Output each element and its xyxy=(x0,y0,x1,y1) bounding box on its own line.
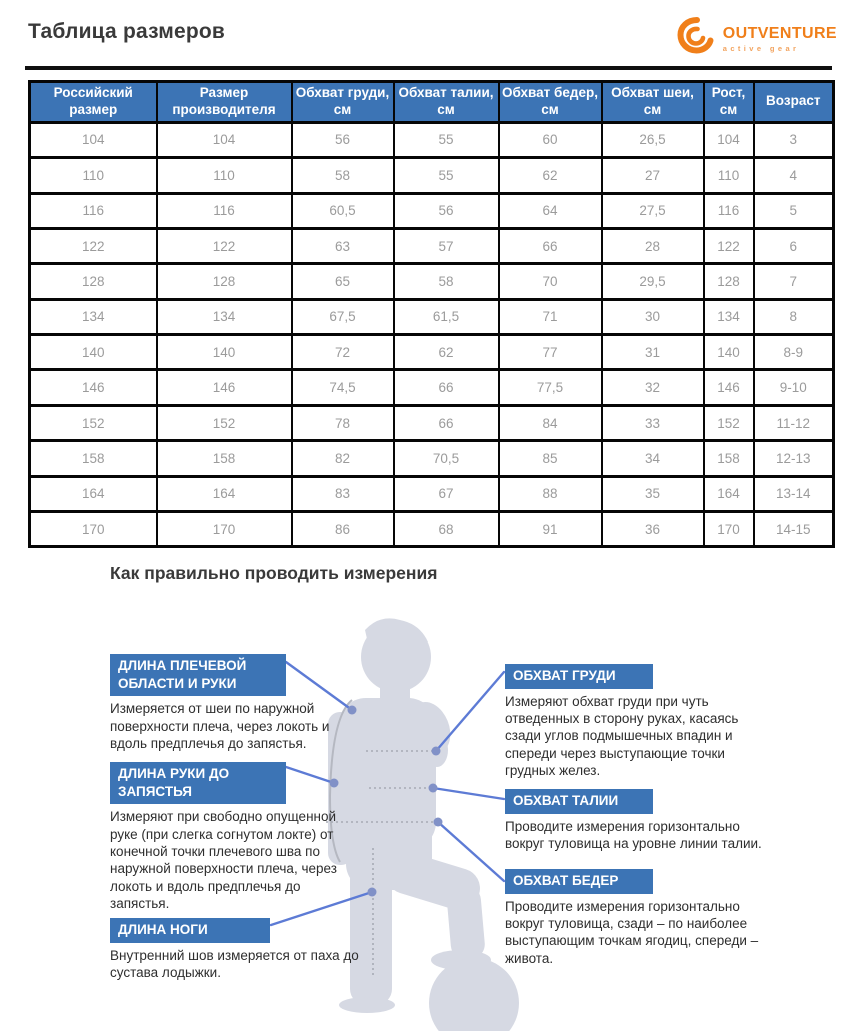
table-cell: 67,5 xyxy=(292,299,394,334)
table-row xyxy=(30,193,834,228)
table-cell: 152 xyxy=(157,405,292,440)
table-cell: 66 xyxy=(499,228,602,263)
table-cell: 35 xyxy=(602,476,704,511)
table-cell: 70,5 xyxy=(394,441,499,476)
table-cell: 84 xyxy=(499,405,602,440)
table-cell: 58 xyxy=(292,158,394,193)
table-cell: 26,5 xyxy=(602,122,704,157)
table-cell: 158 xyxy=(704,441,754,476)
table-cell: 122 xyxy=(157,228,292,263)
table-cell: 134 xyxy=(704,299,754,334)
measure-label: ОБХВАТ ТАЛИИ xyxy=(505,789,653,814)
table-row xyxy=(30,228,834,263)
table-cell: 27,5 xyxy=(602,193,704,228)
measure-description: Проводите измерения горизонтально вокруг туловища, сзади – по наиболее выступающим точкам ягодиц, спереди – живота. xyxy=(505,898,759,966)
table-cell: 27 xyxy=(602,158,704,193)
measure-block-shoulder-arm-length xyxy=(110,654,360,752)
header-divider xyxy=(25,66,832,70)
table-cell: 28 xyxy=(602,228,704,263)
table-cell: 66 xyxy=(394,370,499,405)
table-cell: 66 xyxy=(394,405,499,440)
table-cell: 104 xyxy=(30,122,157,157)
table-cell: 146 xyxy=(704,370,754,405)
table-cell: 6 xyxy=(754,228,834,263)
table-cell: 158 xyxy=(157,441,292,476)
measure-label: ДЛИНА ПЛЕЧЕВОЙ ОБЛАСТИ И РУКИ xyxy=(110,654,286,696)
table-cell: 36 xyxy=(602,512,704,547)
table-cell: 91 xyxy=(499,512,602,547)
table-cell: 9-10 xyxy=(754,370,834,405)
measure-description: Проводите измерения горизонтально вокруг туловища на уровне линии талии. xyxy=(505,818,762,851)
col-header-waist: Обхват талии, см xyxy=(394,82,499,123)
measure-block-leg-length xyxy=(110,918,360,981)
table-cell: 170 xyxy=(30,512,157,547)
table-cell: 164 xyxy=(30,476,157,511)
measure-label: ДЛИНА НОГИ xyxy=(110,918,270,943)
connector-chest xyxy=(436,672,504,751)
measure-description: Внутренний шов измеряется от паха до сустава лодыжки. xyxy=(110,947,359,980)
col-header-height: Рост, см xyxy=(704,82,754,123)
table-cell: 128 xyxy=(157,264,292,299)
table-row xyxy=(30,264,834,299)
table-cell: 55 xyxy=(394,122,499,157)
table-row xyxy=(30,512,834,547)
table-cell: 8-9 xyxy=(754,335,834,370)
table-cell: 62 xyxy=(394,335,499,370)
table-cell: 8 xyxy=(754,299,834,334)
measure-label: ОБХВАТ ГРУДИ xyxy=(505,664,653,689)
table-cell: 58 xyxy=(394,264,499,299)
table-cell: 104 xyxy=(157,122,292,157)
table-header-row xyxy=(30,82,834,123)
table-cell: 170 xyxy=(157,512,292,547)
logo-tagline: active gear xyxy=(722,43,800,53)
table-cell: 128 xyxy=(30,264,157,299)
table-cell: 7 xyxy=(754,264,834,299)
table-cell: 134 xyxy=(157,299,292,334)
table-row xyxy=(30,370,834,405)
table-cell: 86 xyxy=(292,512,394,547)
table-row xyxy=(30,299,834,334)
table-cell: 11-12 xyxy=(754,405,834,440)
col-header-russian-size: Российский размер xyxy=(30,82,157,123)
table-cell: 140 xyxy=(157,335,292,370)
col-header-neck: Обхват шеи, см xyxy=(602,82,704,123)
table-cell: 122 xyxy=(30,228,157,263)
table-cell: 140 xyxy=(704,335,754,370)
table-cell: 33 xyxy=(602,405,704,440)
measure-description: Измеряется от шеи по наружной поверхности плеча, через локоть и вдоль предплечья до запястья. xyxy=(110,701,330,751)
table-cell: 104 xyxy=(704,122,754,157)
table-cell: 77,5 xyxy=(499,370,602,405)
table-cell: 64 xyxy=(499,193,602,228)
table-cell: 164 xyxy=(157,476,292,511)
table-cell: 67 xyxy=(394,476,499,511)
measure-block-hips-girth xyxy=(505,869,767,967)
table-cell: 31 xyxy=(602,335,704,370)
table-cell: 29,5 xyxy=(602,264,704,299)
measure-block-chest-girth xyxy=(505,664,767,780)
table-row xyxy=(30,122,834,157)
size-table-body xyxy=(30,122,834,547)
table-cell: 34 xyxy=(602,441,704,476)
col-header-hips: Обхват бедер, см xyxy=(499,82,602,123)
table-cell: 5 xyxy=(754,193,834,228)
connector-waist xyxy=(433,788,504,799)
table-cell: 65 xyxy=(292,264,394,299)
table-cell: 60,5 xyxy=(292,193,394,228)
table-cell: 152 xyxy=(704,405,754,440)
table-cell: 32 xyxy=(602,370,704,405)
table-cell: 116 xyxy=(30,193,157,228)
table-cell: 78 xyxy=(292,405,394,440)
table-cell: 85 xyxy=(499,441,602,476)
table-row xyxy=(30,158,834,193)
table-cell: 152 xyxy=(30,405,157,440)
col-header-chest: Обхват груди, см xyxy=(292,82,394,123)
table-cell: 56 xyxy=(292,122,394,157)
table-row xyxy=(30,476,834,511)
table-cell: 83 xyxy=(292,476,394,511)
table-cell: 158 xyxy=(30,441,157,476)
measure-block-waist-girth xyxy=(505,789,767,852)
logo-brand-name: OUTVENTURE xyxy=(722,24,837,42)
table-cell: 110 xyxy=(30,158,157,193)
table-cell: 164 xyxy=(704,476,754,511)
table-row xyxy=(30,335,834,370)
table-cell: 68 xyxy=(394,512,499,547)
col-header-manufacturer-size: Размер производителя xyxy=(157,82,292,123)
table-cell: 63 xyxy=(292,228,394,263)
table-cell: 146 xyxy=(157,370,292,405)
measurement-diagram xyxy=(0,600,855,1031)
table-cell: 77 xyxy=(499,335,602,370)
measure-description: Измеряют обхват груди при чуть отведенных в сторону руках, касаясь сзади углов подмышечных впадин и спереди через выступающие точки грудных желез. xyxy=(505,693,739,779)
table-cell: 170 xyxy=(704,512,754,547)
measure-label: ДЛИНА РУКИ ДО ЗАПЯСТЬЯ xyxy=(110,762,286,804)
measure-section-title: Как правильно проводить измерения xyxy=(110,563,438,583)
table-cell: 3 xyxy=(754,122,834,157)
table-cell: 146 xyxy=(30,370,157,405)
table-cell: 30 xyxy=(602,299,704,334)
measure-description: Измеряют при свободно опущенной руке (при слегка согнутом локте) от конечной точки плечевого шва по наружной поверхности плеча, через локоть и вдоль предплечья до запястья. xyxy=(110,809,337,912)
table-cell: 71 xyxy=(499,299,602,334)
table-cell: 14-15 xyxy=(754,512,834,547)
table-cell: 88 xyxy=(499,476,602,511)
table-cell: 57 xyxy=(394,228,499,263)
table-cell: 110 xyxy=(704,158,754,193)
table-cell: 61,5 xyxy=(394,299,499,334)
page-title: Таблица размеров xyxy=(28,20,226,43)
table-row xyxy=(30,405,834,440)
table-cell: 74,5 xyxy=(292,370,394,405)
table-cell: 116 xyxy=(157,193,292,228)
table-cell: 62 xyxy=(499,158,602,193)
table-cell: 116 xyxy=(704,193,754,228)
table-cell: 12-13 xyxy=(754,441,834,476)
size-table xyxy=(28,80,835,548)
table-cell: 13-14 xyxy=(754,476,834,511)
table-cell: 134 xyxy=(30,299,157,334)
table-cell: 55 xyxy=(394,158,499,193)
table-cell: 122 xyxy=(704,228,754,263)
table-cell: 72 xyxy=(292,335,394,370)
outventure-logo xyxy=(676,16,837,61)
col-header-age: Возраст xyxy=(754,82,834,123)
table-cell: 60 xyxy=(499,122,602,157)
measure-block-arm-to-wrist-length xyxy=(110,762,360,913)
measure-label: ОБХВАТ БЕДЕР xyxy=(505,869,653,894)
table-cell: 4 xyxy=(754,158,834,193)
table-cell: 140 xyxy=(30,335,157,370)
table-cell: 70 xyxy=(499,264,602,299)
table-cell: 56 xyxy=(394,193,499,228)
table-row xyxy=(30,441,834,476)
outventure-swirl-icon xyxy=(676,16,718,61)
table-cell: 128 xyxy=(704,264,754,299)
table-cell: 110 xyxy=(157,158,292,193)
table-cell: 82 xyxy=(292,441,394,476)
